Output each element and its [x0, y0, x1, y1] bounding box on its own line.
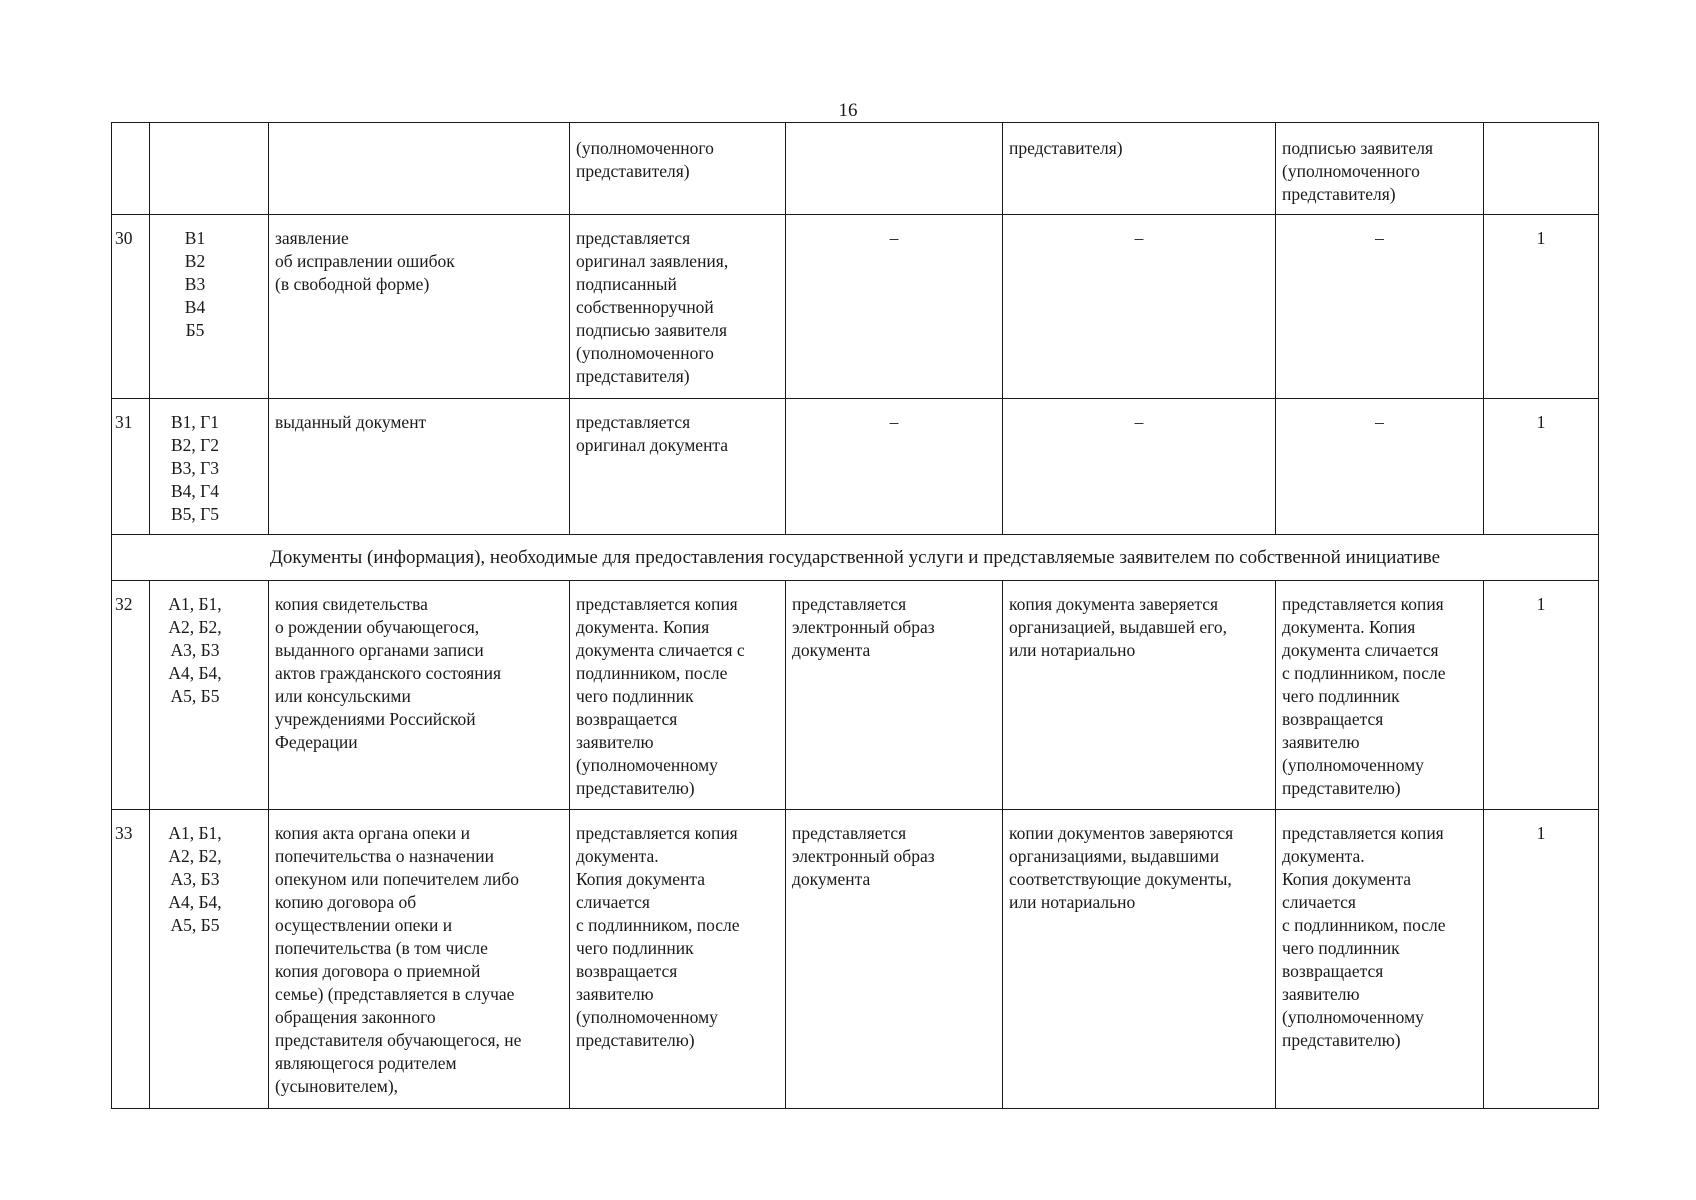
table-row [112, 399, 1599, 535]
copies-count [1484, 123, 1599, 215]
applicant-codes [150, 123, 269, 215]
row-number: 33 [112, 810, 150, 1109]
row-number [112, 123, 150, 215]
documents-table [111, 122, 1599, 1109]
presentation-method: представляется оригинал заявления, подписанный собственноручной подписью заявителя (уполномоченного представителя) [570, 215, 786, 399]
table-row [112, 123, 1599, 215]
applicant-codes: В1 В2 В3 В4 Б5 [150, 215, 269, 399]
mfc-presentation: подписью заявителя (уполномоченного представителя) [1276, 123, 1484, 215]
mfc-presentation: – [1276, 215, 1484, 399]
row-number: 30 [112, 215, 150, 399]
presentation-method: (уполномоченного представителя) [570, 123, 786, 215]
document-name [269, 123, 570, 215]
electronic-form: – [786, 399, 1003, 535]
presentation-method: представляется оригинал документа [570, 399, 786, 535]
document-name: копия свидетельства о рождении обучающегося, выданного органами записи актов гражданского состояния или консульскими учреждениями Российской Федерации [269, 581, 570, 810]
row-number: 32 [112, 581, 150, 810]
electronic-form: – [786, 215, 1003, 399]
copies-count: 1 [1484, 810, 1599, 1109]
certification-method: – [1003, 215, 1276, 399]
mfc-presentation: представляется копия документа. Копия документа сличается с подлинником, после чего подлинник возвращается заявителю (уполномоченному представителю) [1276, 581, 1484, 810]
table-row [112, 215, 1599, 399]
certification-method: копии документов заверяются организациями, выдавшими соответствующие документы, или нотариально [1003, 810, 1276, 1109]
section-heading: Документы (информация), необходимые для предоставления государственной услуги и представляемые заявителем по собственной инициативе [112, 535, 1599, 581]
row-number: 31 [112, 399, 150, 535]
applicant-codes: А1, Б1, А2, Б2, А3, Б3 А4, Б4, А5, Б5 [150, 581, 269, 810]
presentation-method: представляется копия документа. Копия документа сличается с подлинником, после чего подлинник возвращается заявителю (уполномоченному представителю) [570, 810, 786, 1109]
copies-count: 1 [1484, 399, 1599, 535]
applicant-codes: В1, Г1 В2, Г2 В3, Г3 В4, Г4 В5, Г5 [150, 399, 269, 535]
copies-count: 1 [1484, 581, 1599, 810]
table-row [112, 581, 1599, 810]
certification-method: представителя) [1003, 123, 1276, 215]
table-row [112, 810, 1599, 1109]
mfc-presentation: – [1276, 399, 1484, 535]
mfc-presentation: представляется копия документа. Копия документа сличается с подлинником, после чего подлинник возвращается заявителю (уполномоченному представителю) [1276, 810, 1484, 1109]
document-name: выданный документ [269, 399, 570, 535]
document-name: заявление об исправлении ошибок (в свободной форме) [269, 215, 570, 399]
certification-method: копия документа заверяется организацией, выдавшей его, или нотариально [1003, 581, 1276, 810]
applicant-codes: А1, Б1, А2, Б2, А3, Б3 А4, Б4, А5, Б5 [150, 810, 269, 1109]
document-name: копия акта органа опеки и попечительства о назначении опекуном или попечителем либо копию договора об осуществлении опеки и попечительства (в том числе копия договора о приемной семье) (представляется в случае обращения законного представителя обучающегося, не являющегося родителем (усыновителем), [269, 810, 570, 1109]
electronic-form: представляется электронный образ документа [786, 581, 1003, 810]
section-row [112, 535, 1599, 581]
presentation-method: представляется копия документа. Копия документа сличается с подлинником, после чего подлинник возвращается заявителю (уполномоченному представителю) [570, 581, 786, 810]
page-number: 16 [838, 100, 858, 121]
certification-method: – [1003, 399, 1276, 535]
electronic-form: представляется электронный образ документа [786, 810, 1003, 1109]
copies-count: 1 [1484, 215, 1599, 399]
electronic-form [786, 123, 1003, 215]
